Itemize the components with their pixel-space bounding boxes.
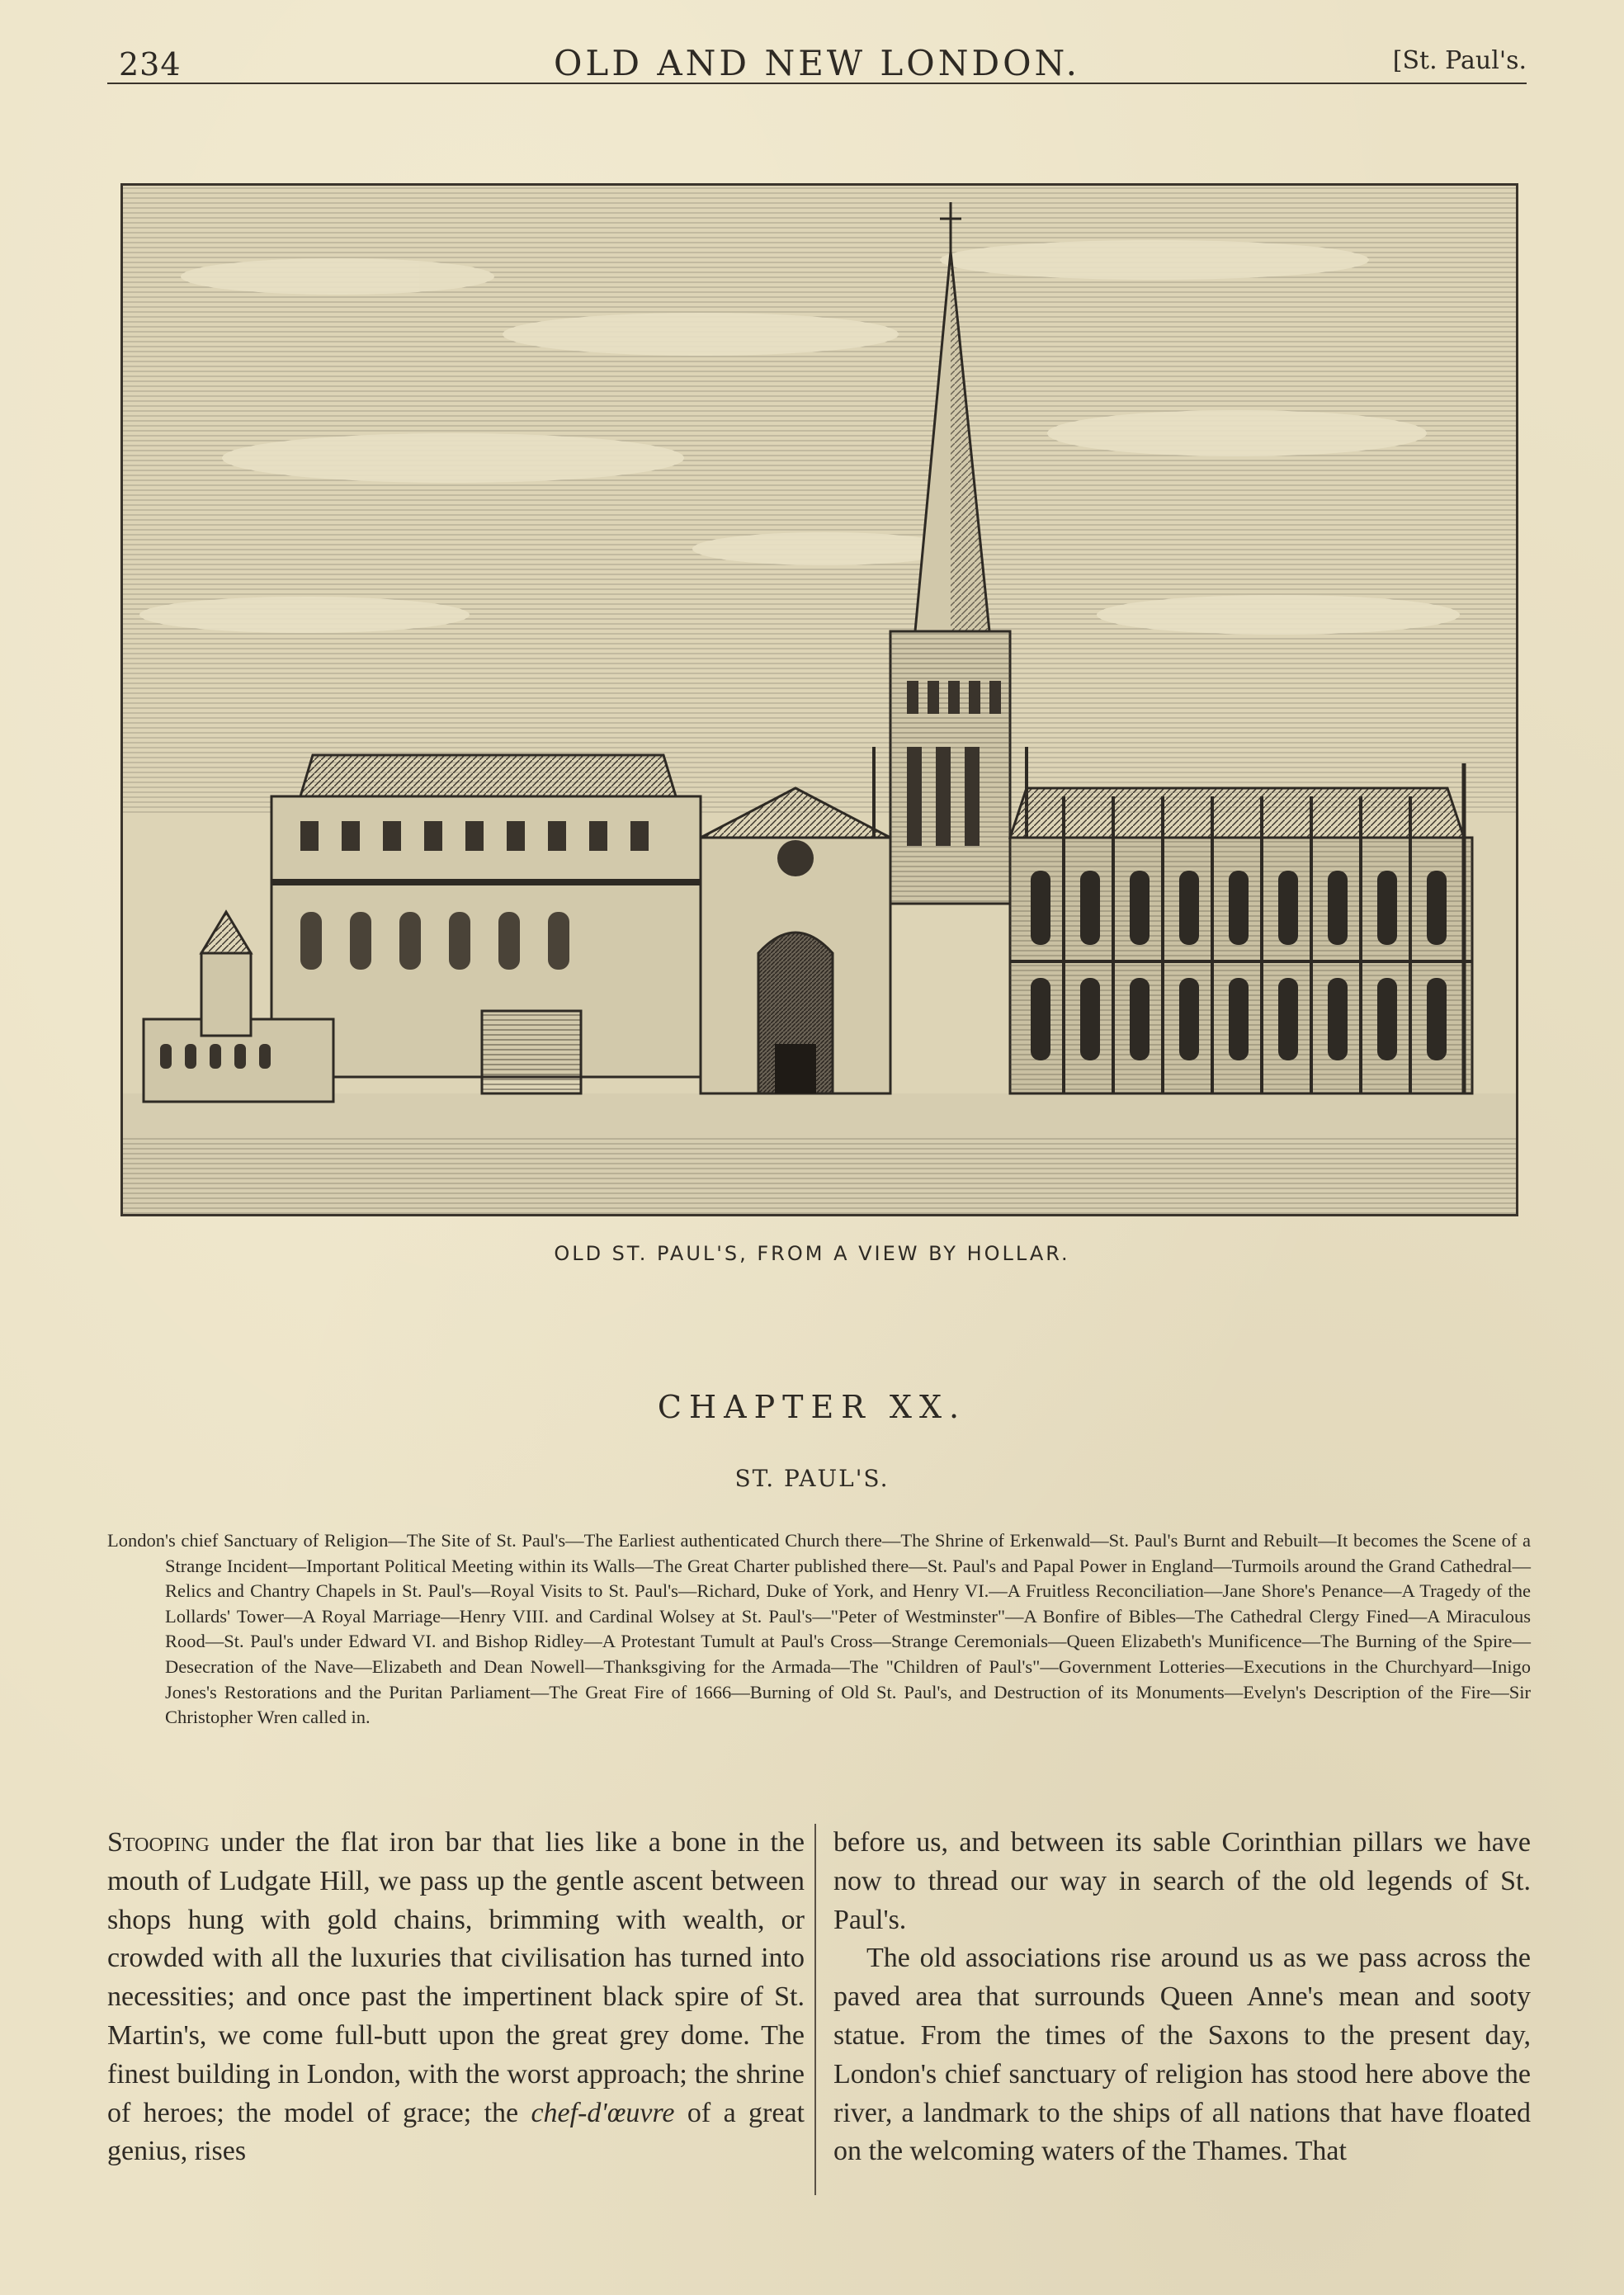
running-title: OLD AND NEW LONDON. [554, 43, 1080, 83]
illustration-caption: OLD ST. PAUL'S, FROM A VIEW BY HOLLAR. [554, 1242, 1070, 1265]
column-divider [814, 1824, 816, 2195]
paragraph-text-end: of a great genius, rises [107, 2097, 805, 2167]
body-paragraph [107, 1824, 805, 2171]
section-marker: [St. Paul's. [1392, 46, 1527, 75]
chapter-title: ST. PAUL'S. [734, 1465, 890, 1492]
cathedral-engraving [120, 183, 1518, 1216]
lead-word: Stooping [107, 1827, 210, 1858]
chapter-number: CHAPTER XX. [657, 1389, 967, 1425]
body-paragraph: The old associations rise around us as we pass across the paved area that surrounds Queen Anne's mean and sooty statue. From the times of the Saxons to the present day, London's chief sanctuary of religion has stood here above the river, a landmark to the ships of all nations that have floated on the welcoming waters of the Thames. That [833, 1943, 1531, 2167]
body-paragraph-continued: before us, and between its sable Corinthian pillars we have now to thread our way in search of the old legends of St. Paul's. [833, 1827, 1531, 1935]
italic-phrase: chef-d'œuvre [531, 2097, 675, 2128]
body-column-right [833, 1824, 1531, 2171]
page-number: 234 [119, 46, 182, 83]
cathedral-engraving-drawing [123, 186, 1516, 1214]
body-column-left [107, 1824, 805, 2171]
chapter-synopsis: London's chief Sanctuary of Religion—The Site of St. Paul's—The Earliest authenticated Church there—The Shrine of Erkenwald—St. Paul's Burnt and Rebuilt—It becomes the Scene of a Strange Incident—Important Political Meeting within its Walls—The Great Charter published there—St. Paul's and Papal Power in England—Turmoils around the Grand Cathedral—Relics and Chantry Chapels in St. Paul's—Royal Visits to St. Paul's—Richard, Duke of York, and Henry VI.—A Fruitless Reconciliation—Jane Shore's Penance—A Tragedy of the Lollards' Tower—A Royal Marriage—Henry VIII. and Cardinal Wolsey at St. Paul's—"Peter of Westminster"—A Bonfire of Bibles—The Cathedral Clergy Fined—A Miraculous Rood—St. Paul's under Edward VI. and Bishop Ridley—A Protestant Tumult at Paul's Cross—Strange Ceremonials—Queen Elizabeth's Munificence—The Burning of the Spire—Desecration of the Nave—Elizabeth and Dean Nowell—Thanksgiving for the Armada—The "Children of Paul's"—Government Lotteries—Executions in the Churchyard—Inigo Jones's Restorations and the Puritan Parliament—The Great Fire of 1666—Burning of Old St. Paul's, and Destruction of its Monuments—Evelyn's Description of the Fire—Sir Christopher Wren called in. [107, 1530, 1531, 1728]
running-header [107, 33, 1527, 84]
paragraph-text: under the flat iron bar that lies like a bone in the mouth of Ludgate Hill, we pass up the gentle ascent between shops hung with gold chains, brimming with wealth, or crowded with all the luxuries that civilisation has turned into necessities; and once past the impertinent black spire of St. Martin's, we come full-butt upon the great grey dome. The finest building in London, with the worst approach; the shrine of heroes; the model of grace; the [107, 1827, 805, 2128]
